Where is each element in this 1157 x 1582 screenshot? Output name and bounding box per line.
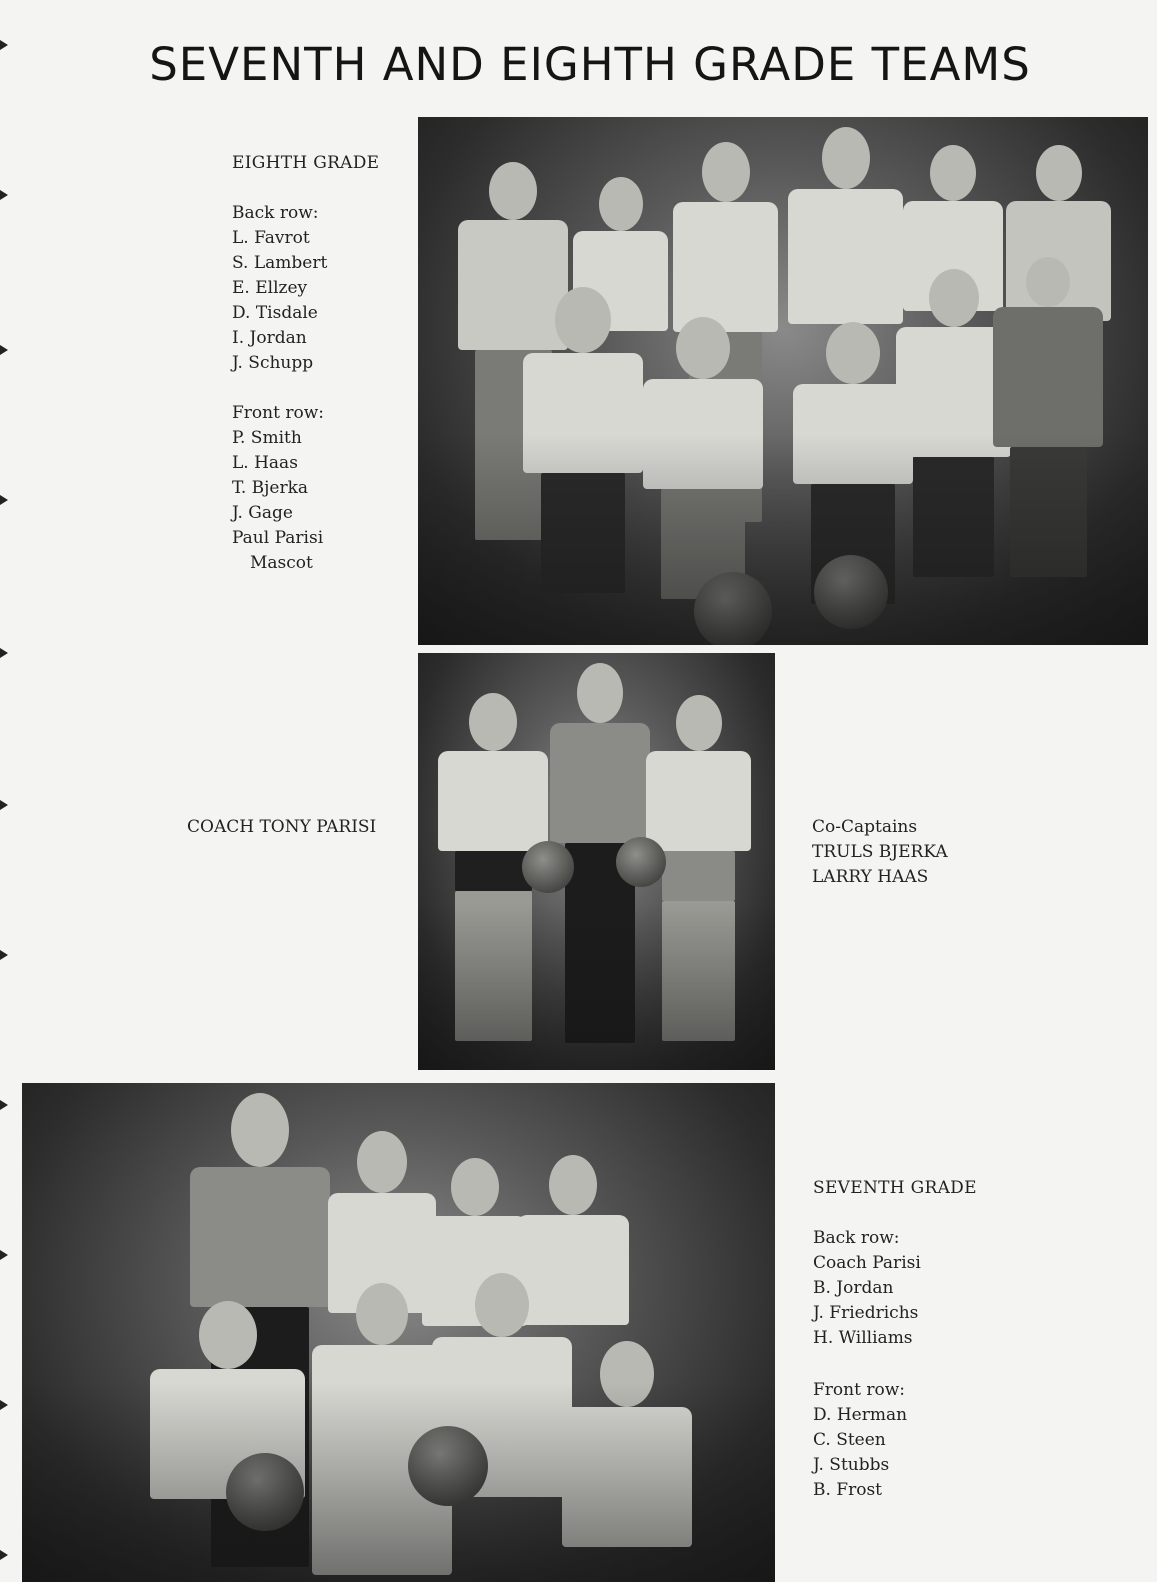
mascot-label: Mascot [250, 553, 313, 573]
roster-name: I. Jordan [232, 328, 307, 348]
roster-name: J. Stubbs [813, 1455, 890, 1475]
margin-mark [0, 190, 8, 200]
player-figure [643, 317, 763, 617]
roster-name: D. Herman [813, 1405, 908, 1425]
basketball [408, 1426, 488, 1506]
seventh-grade-team-photo [22, 1083, 775, 1582]
margin-mark [0, 1400, 8, 1410]
seventh-grade-roster [813, 1176, 977, 1503]
roster-name: C. Steen [813, 1430, 886, 1450]
basketball [616, 837, 666, 887]
basketball [694, 572, 772, 645]
roster-name: Paul Parisi [232, 528, 324, 548]
player-figure [793, 322, 913, 622]
coach-captains-photo [418, 653, 775, 1070]
basketball [814, 555, 888, 629]
cocaptain-name: LARRY HAAS [812, 867, 929, 887]
roster-name: J. Friedrichs [813, 1303, 919, 1323]
mascot-figure [993, 257, 1103, 577]
coach-caption: COACH TONY PARISI [187, 817, 377, 837]
roster-name: S. Lambert [232, 253, 328, 273]
eighth-grade-team-photo [418, 117, 1148, 645]
roster-name: D. Tisdale [232, 303, 318, 323]
player-figure [432, 1273, 572, 1573]
roster-name: L. Favrot [232, 228, 310, 248]
margin-mark [0, 1100, 8, 1110]
margin-mark [0, 1250, 8, 1260]
basketball [522, 841, 574, 893]
margin-mark [0, 950, 8, 960]
cocaptain-name: TRULS BJERKA [812, 842, 948, 862]
margin-mark [0, 800, 8, 810]
margin-mark [0, 1550, 8, 1560]
basketball [226, 1453, 304, 1531]
roster-name: T. Bjerka [232, 478, 309, 498]
player-figure [523, 287, 643, 617]
margin-mark [0, 345, 8, 355]
front-row-label: Front row: [813, 1380, 905, 1400]
margin-mark [0, 648, 8, 658]
roster-name: H. Williams [813, 1328, 913, 1348]
roster-name: J. Gage [232, 503, 293, 523]
player-figure [312, 1283, 452, 1582]
roster-name: Coach Parisi [813, 1253, 921, 1273]
roster-name: B. Frost [813, 1480, 883, 1500]
page-title: SEVENTH AND EIGHTH GRADE TEAMS [149, 38, 1031, 91]
cocaptains-caption [812, 815, 948, 890]
front-row-label: Front row: [232, 403, 324, 423]
seventh-grade-heading: SEVENTH GRADE [813, 1178, 977, 1198]
eighth-grade-heading: EIGHTH GRADE [232, 153, 380, 173]
player-figure [562, 1341, 692, 1581]
back-row-label: Back row: [232, 203, 319, 223]
cocaptains-label: Co-Captains [812, 817, 918, 837]
roster-name: E. Ellzey [232, 278, 308, 298]
margin-mark [0, 495, 8, 505]
eighth-grade-roster [232, 151, 379, 576]
roster-name: L. Haas [232, 453, 298, 473]
player-figure [328, 1131, 436, 1431]
roster-name: P. Smith [232, 428, 302, 448]
player-figure [150, 1301, 305, 1581]
roster-name: B. Jordan [813, 1278, 894, 1298]
roster-name: J. Schupp [232, 353, 314, 373]
back-row-label: Back row: [813, 1228, 900, 1248]
